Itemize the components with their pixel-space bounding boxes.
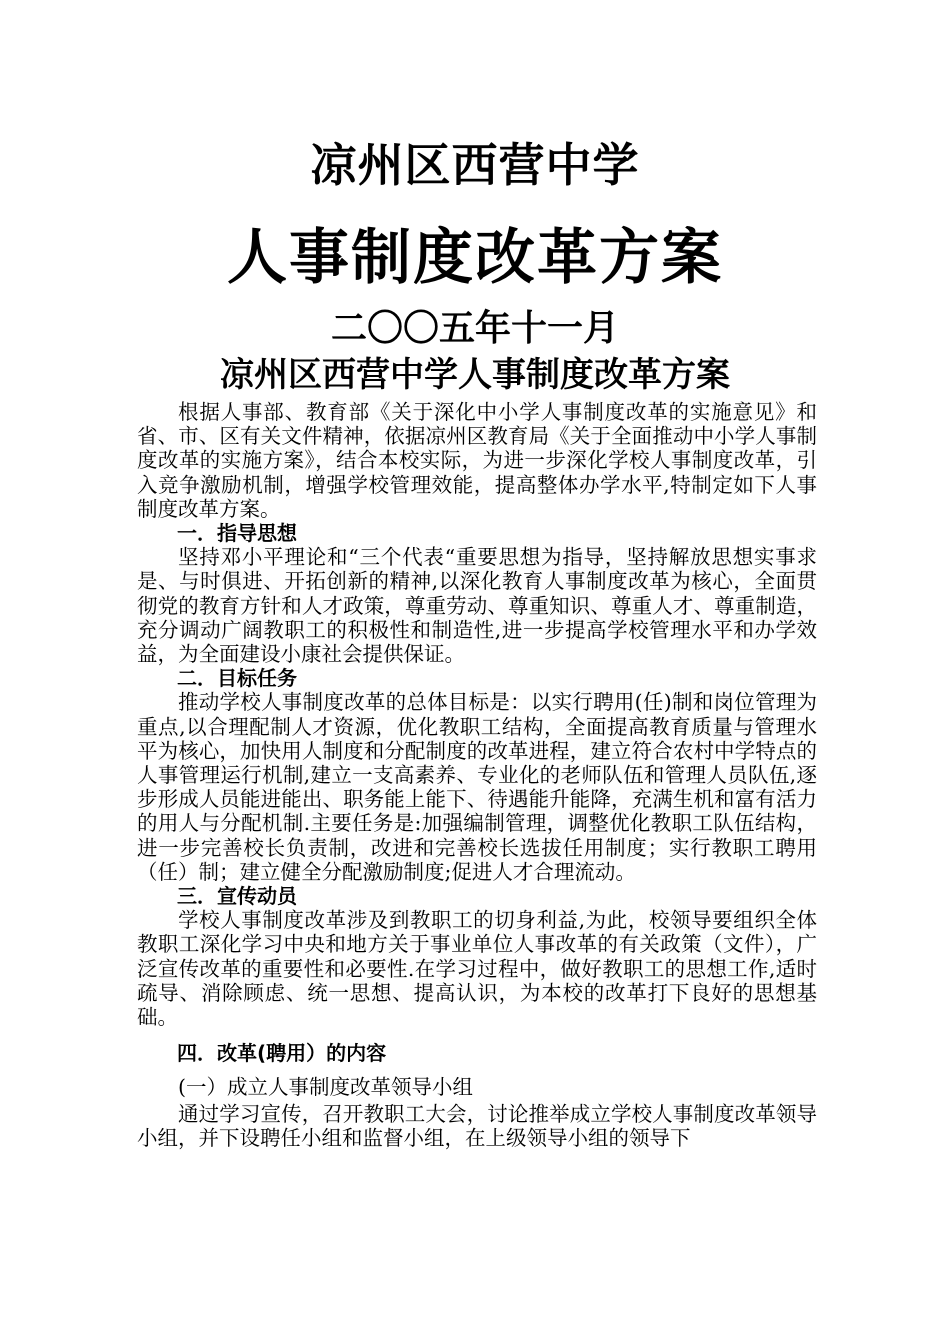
section-heading-goals-tasks: 二．目标任务 (177, 666, 297, 691)
document-title: 凉州区西营中学人事制度改革方案 (220, 355, 730, 395)
cover-date: 二〇〇五年十一月 (330, 308, 619, 349)
document-body (137, 400, 817, 1150)
section-paragraph: 学校人事制度改革涉及到教职工的切身利益,为此，校领导要组织全体教职工深化学习中央和地方关于事业单位人事改革的有关政策（文件），广泛宣传改革的重要性和必要性.在学习过程中，做好教职工的思想工作,适时疏导、消除顾虑、统一思想、提高认识，为本校的改革打下良好的思想基础。 (137, 908, 817, 1030)
school-name: 凉州区西营中学 (310, 138, 640, 192)
subsection-heading: (一）成立人事制度改革领导小组 (178, 1075, 473, 1100)
intro-paragraph: 根据人事部、教育部《关于深化中小学人事制度改革的实施意见》和省、市、区有关文件精神，依据凉州区教育局《关于全面推动中小学人事制度改革的实施方案》，结合本校实际，为进一步深化学校人事制度改革，引入竞争激励机制，增强学校管理效能，提高整体办学水平,特制定如下人事制度改革方案。 (137, 400, 817, 521)
section-paragraph: 通过学习宣传，召开教职工大会，讨论推举成立学校人事制度改革领导小组，并下设聘任小组和监督小组，在上级领导小组的领导下 (137, 1101, 817, 1150)
section-heading-guiding-ideology: 一．指导思想 (177, 521, 297, 546)
section-paragraph: 坚持邓小平理论和“三个代表“重要思想为指导，坚持解放思想实事求是、与时俱进、开拓创新的精神,以深化教育人事制度改革为核心，全面贯彻党的教育方针和人才政策，尊重劳动、尊重知识、尊重人才、尊重制造，充分调动广阔教职工的积极性和制造性,进一步提高学校管理水平和办学效益，为全面建设小康社会提供保证。 (137, 545, 817, 667)
section-heading-reform-content: 四．改革(聘用）的内容 (177, 1041, 387, 1066)
section-paragraph: 推动学校人事制度改革的总体目标是：以实行聘用(任)制和岗位管理为重点,以合理配制人才资源，优化教职工结构，全面提高教育质量与管理水平为核心，加快用人制度和分配制度的改革进程，建立符合农村中学特点的人事管理运行机制,建立一支高素养、专业化的老师队伍和管理人员队伍,逐步形成人员能进能出、职务能上能下、待遇能升能降，充满生机和富有活力的用人与分配机制.主要任务是:加强编制管理，调整优化教职工队伍结构，进一步完善校长负责制，改进和完善校长选拔任用制度；实行教职工聘用（任）制；建立健全分配激励制度;促进人才合理流动。 (137, 690, 817, 884)
section-heading-publicity: 三．宣传动员 (177, 884, 297, 909)
cover-title: 人事制度改革方案 (227, 223, 723, 293)
